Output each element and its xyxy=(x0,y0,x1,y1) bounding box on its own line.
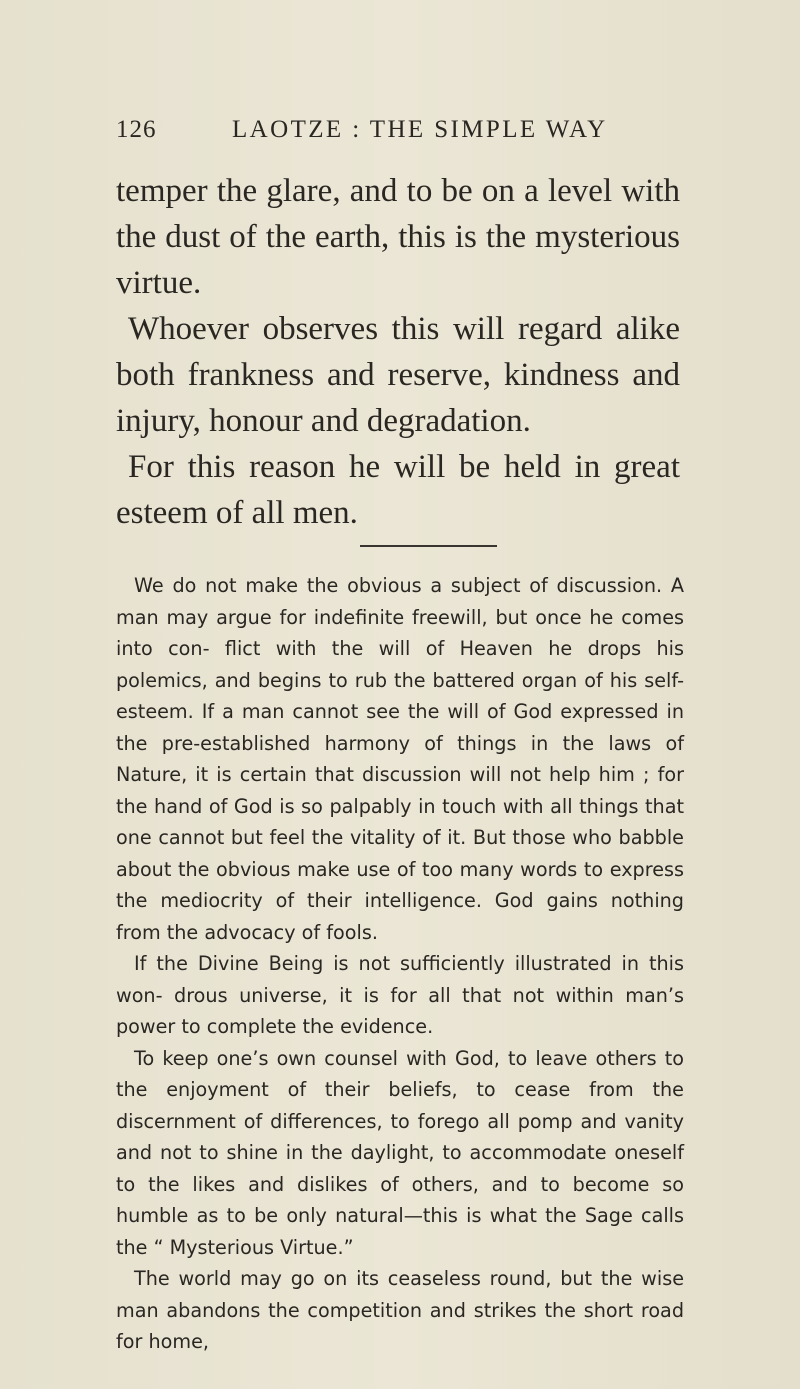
page-number: 126 xyxy=(116,116,157,143)
commentary-paragraph-3: To keep one’s own counsel with God, to leave others to the enjoyment of their beliefs, to cease from the discernment of differences, to forego all pomp and vanity and not to shine in the daylight, to accommodate oneself to the likes and dislikes of others, and to become so humble as to be only natural—this is what the Sage calls the “ Mysterious Virtue.” xyxy=(116,1046,684,1259)
commentary xyxy=(116,570,684,1358)
commentary-paragraph-4: The world may go on its ceaseless round, but the wise man abandons the competition and strikes the short road for home, xyxy=(116,1267,684,1353)
running-head: LAOTZE : THE SIMPLE WAY xyxy=(232,116,608,143)
section-divider xyxy=(360,545,497,547)
commentary-paragraph-2: If the Divine Being is not sufficiently illustrated in this won- drous universe, it is for all that not within man’s power to complete the evidence. xyxy=(116,952,684,1038)
verse-paragraph-3: For this reason he will be held in great esteem of all men. xyxy=(116,449,680,531)
verse-paragraph-1: temper the glare, and to be on a level with the dust of the earth, this is the mysterious virtue. xyxy=(116,173,680,301)
page-header xyxy=(116,116,676,156)
verse-paragraph-2: Whoever observes this will regard alike both frankness and reserve, kindness and injury, honour and degradation. xyxy=(116,311,680,439)
commentary-paragraph-1: We do not make the obvious a subject of discussion. A man may argue for indefinite freewill, but once he comes into con- flict with the will of Heaven he drops his polemics, and begins to rub the battered organ of his self-esteem. If a man cannot see the will of God expressed in the pre-established harmony of things in the laws of Nature, it is certain that discussion will not help him ; for the hand of God is so palpably in touch with all things that one cannot but feel the vitality of it. But those who babble about the obvious make use of too many words to express the mediocrity of their intelligence. God gains nothing from the advocacy of fools. xyxy=(116,574,684,944)
